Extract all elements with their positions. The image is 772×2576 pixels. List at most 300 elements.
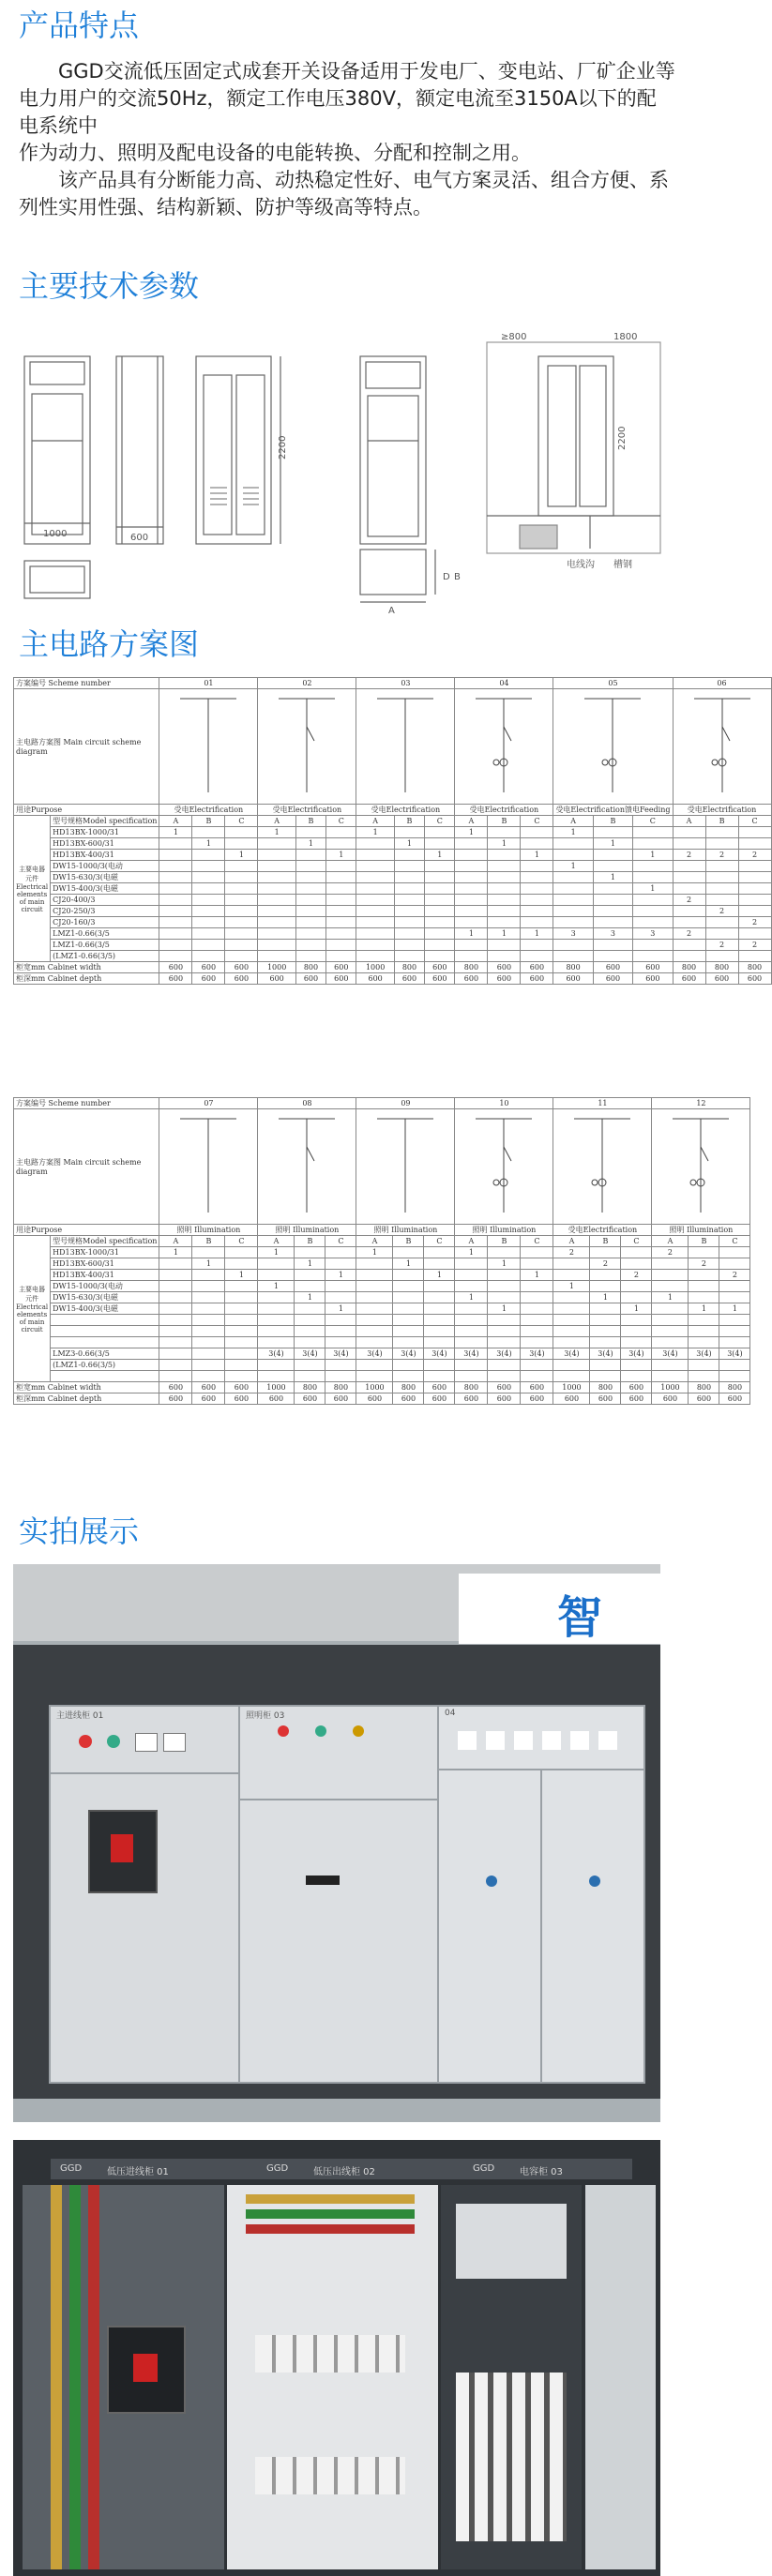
t1-width: 800 bbox=[394, 962, 424, 973]
t2-row bbox=[14, 1337, 750, 1348]
t2-abc: A bbox=[455, 1236, 488, 1247]
t1-cell bbox=[258, 906, 295, 917]
t2-cell bbox=[295, 1360, 325, 1371]
t2-cell bbox=[225, 1315, 258, 1326]
t2-depth: 600 bbox=[621, 1393, 652, 1405]
dim-A: A bbox=[388, 606, 395, 616]
features-p2: 作为动力、照明及配电设备的电能转换、分配和控制之用。 bbox=[19, 142, 531, 164]
t2-cell bbox=[258, 1360, 295, 1371]
t1-row-name: LMZ1-0.66(3/5 bbox=[51, 928, 159, 940]
t1-cell: 1 bbox=[633, 883, 673, 895]
t1-cell bbox=[488, 895, 521, 906]
t2-width: 1000 bbox=[356, 1382, 393, 1393]
t2-width: 600 bbox=[621, 1382, 652, 1393]
t1-cell: 2 bbox=[705, 940, 738, 951]
t2-cell bbox=[455, 1337, 488, 1348]
t2-cell bbox=[192, 1315, 225, 1326]
t2-cell: 1 bbox=[295, 1292, 325, 1303]
t1-width: 800 bbox=[455, 962, 488, 973]
scheme-table-2-grid bbox=[13, 1097, 750, 1405]
t2-cell bbox=[590, 1360, 621, 1371]
t1-cell bbox=[425, 951, 455, 962]
t1-row-name: HD13BX-1000/31 bbox=[51, 827, 159, 838]
dim-2200: 2200 bbox=[278, 435, 288, 459]
t1-cell bbox=[593, 917, 632, 928]
t2-cell bbox=[393, 1337, 424, 1348]
t1-cell bbox=[705, 872, 738, 883]
t1-row-name: DW15-1000/3(电动 bbox=[51, 861, 159, 872]
t2-cell bbox=[590, 1281, 621, 1292]
t2-purpose: 照明 Illumination bbox=[455, 1225, 553, 1236]
t2-abc: C bbox=[521, 1236, 553, 1247]
t2-cell bbox=[455, 1371, 488, 1382]
t1-row bbox=[14, 838, 772, 850]
t2-cell bbox=[719, 1247, 750, 1258]
t1-cell bbox=[521, 906, 553, 917]
t1-cell bbox=[593, 895, 632, 906]
t2-cell: 1 bbox=[295, 1258, 325, 1270]
features-title: 产品特点 bbox=[19, 8, 140, 43]
t1-cell bbox=[356, 850, 394, 861]
t1-cell bbox=[425, 838, 455, 850]
t2-cell bbox=[295, 1326, 325, 1337]
t1-cell bbox=[258, 928, 295, 940]
t1-cell: 1 bbox=[488, 838, 521, 850]
t1-diagram bbox=[159, 689, 258, 805]
t2-cell bbox=[192, 1371, 225, 1382]
t1-cell bbox=[455, 883, 488, 895]
cab-label-2: 照明柜 03 bbox=[246, 1711, 285, 1721]
t1-cell bbox=[455, 951, 488, 962]
t1-cell bbox=[258, 861, 295, 872]
t1-cell bbox=[192, 861, 225, 872]
t1-cell bbox=[295, 928, 325, 940]
t1-depth: 600 bbox=[159, 973, 192, 985]
t1-depth: 600 bbox=[553, 973, 593, 985]
p2-label-4: GGD bbox=[473, 2163, 495, 2174]
t2-abc: B bbox=[689, 1236, 719, 1247]
t1-row bbox=[14, 917, 772, 928]
t1-cell: 1 bbox=[488, 928, 521, 940]
t2-cell bbox=[325, 1337, 356, 1348]
t2-cell bbox=[295, 1303, 325, 1315]
t2-width: 800 bbox=[590, 1382, 621, 1393]
indicator-red-1 bbox=[79, 1735, 92, 1748]
t1-cell bbox=[192, 827, 225, 838]
t2-cell bbox=[424, 1337, 455, 1348]
t2-depth: 600 bbox=[258, 1393, 295, 1405]
t2-width: 600 bbox=[225, 1382, 258, 1393]
installation-section bbox=[487, 342, 660, 553]
t2-cell: 1 bbox=[393, 1258, 424, 1270]
t2-diagram bbox=[258, 1109, 356, 1225]
t2-cell bbox=[356, 1292, 393, 1303]
t1-width: 600 bbox=[192, 962, 225, 973]
t2-cell bbox=[393, 1371, 424, 1382]
t2-width: 1000 bbox=[553, 1382, 590, 1393]
t1-cell bbox=[192, 906, 225, 917]
t2-scheme-num: 08 bbox=[258, 1098, 356, 1109]
t2-cell bbox=[521, 1337, 553, 1348]
t2-cell bbox=[521, 1258, 553, 1270]
t2-cell bbox=[295, 1371, 325, 1382]
t1-cell bbox=[705, 861, 738, 872]
t2-cell bbox=[488, 1371, 521, 1382]
t1-cell: 1 bbox=[553, 861, 593, 872]
t1-purpose: 受电Electrification bbox=[159, 805, 258, 816]
t1-cell bbox=[258, 838, 295, 850]
p2-label-5: 电容柜 03 bbox=[520, 2167, 563, 2177]
t1-cell bbox=[593, 951, 632, 962]
t1-cell bbox=[673, 827, 705, 838]
t1-abc: B bbox=[295, 816, 325, 827]
handle-2 bbox=[306, 1876, 340, 1885]
t2-cell: 1 bbox=[325, 1270, 356, 1281]
t2-cell: 1 bbox=[225, 1270, 258, 1281]
t1-cell bbox=[673, 883, 705, 895]
t1-cell bbox=[225, 906, 258, 917]
t2-abc: A bbox=[258, 1236, 295, 1247]
t1-cell bbox=[425, 917, 455, 928]
t2-cell bbox=[553, 1326, 590, 1337]
t2-cell bbox=[192, 1270, 225, 1281]
t1-row bbox=[14, 872, 772, 883]
t2-cell bbox=[159, 1315, 192, 1326]
meters-row-3 bbox=[458, 1731, 617, 1750]
t1-depth: 600 bbox=[326, 973, 356, 985]
t1-cell bbox=[326, 895, 356, 906]
t2-row-name: HD13BX-400/31 bbox=[51, 1270, 159, 1281]
t2-cell bbox=[258, 1337, 295, 1348]
t1-width: 600 bbox=[593, 962, 632, 973]
t2-cell bbox=[455, 1258, 488, 1270]
t2-depth: 600 bbox=[225, 1393, 258, 1405]
t2-cell bbox=[258, 1303, 295, 1315]
t2-cell bbox=[325, 1258, 356, 1270]
t1-cell bbox=[356, 872, 394, 883]
t2-cell bbox=[225, 1348, 258, 1360]
t2-cell bbox=[455, 1315, 488, 1326]
t2-cell bbox=[455, 1303, 488, 1315]
t1-cell: 1 bbox=[425, 850, 455, 861]
t1-width: 1000 bbox=[258, 962, 295, 973]
t2-cell bbox=[424, 1247, 455, 1258]
t1-width: 1000 bbox=[356, 962, 394, 973]
t2-cell bbox=[621, 1247, 652, 1258]
t1-cell bbox=[295, 906, 325, 917]
t1-cell bbox=[394, 906, 424, 917]
t2-cell bbox=[424, 1303, 455, 1315]
t2-cell bbox=[393, 1360, 424, 1371]
t2-cell bbox=[424, 1371, 455, 1382]
t2-cell bbox=[689, 1337, 719, 1348]
t2-cell: 1 bbox=[590, 1292, 621, 1303]
t2-width: 800 bbox=[689, 1382, 719, 1393]
t2-cell bbox=[719, 1281, 750, 1292]
t2-abc: B bbox=[192, 1236, 225, 1247]
t1-cell bbox=[455, 872, 488, 883]
t1-cell bbox=[394, 951, 424, 962]
technical-drawing bbox=[13, 328, 670, 619]
t1-cell bbox=[593, 883, 632, 895]
t1-cell bbox=[593, 940, 632, 951]
t1-scheme-num: 02 bbox=[258, 678, 356, 689]
t2-cell: 1 bbox=[521, 1270, 553, 1281]
t1-depth: 600 bbox=[394, 973, 424, 985]
t1-depth: 600 bbox=[705, 973, 738, 985]
t1-cell bbox=[356, 917, 394, 928]
switch-row-2b bbox=[255, 2457, 405, 2494]
t1-diagram bbox=[258, 689, 356, 805]
t2-depth: 600 bbox=[159, 1393, 192, 1405]
t1-cell bbox=[488, 883, 521, 895]
t1-cell bbox=[633, 940, 673, 951]
t1-abc: A bbox=[159, 816, 192, 827]
t2-cell bbox=[521, 1247, 553, 1258]
t1-cell bbox=[326, 872, 356, 883]
cabinet-front-4 bbox=[360, 356, 426, 544]
t2-cell: 2 bbox=[689, 1258, 719, 1270]
t2-cell: 3(4) bbox=[689, 1348, 719, 1360]
t2-cell bbox=[521, 1281, 553, 1292]
t1-cell bbox=[425, 872, 455, 883]
t1-cell bbox=[225, 872, 258, 883]
t2-cell bbox=[393, 1270, 424, 1281]
t1-cell: 1 bbox=[192, 838, 225, 850]
t2-row-name bbox=[51, 1315, 159, 1326]
label-steel: 槽钢 bbox=[613, 560, 632, 570]
t2-model-label: 型号规格Model specification bbox=[51, 1236, 159, 1247]
t1-cell bbox=[521, 895, 553, 906]
t2-depth: 600 bbox=[652, 1393, 689, 1405]
t2-cell bbox=[159, 1281, 192, 1292]
t1-cell bbox=[425, 940, 455, 951]
t2-cell bbox=[424, 1258, 455, 1270]
t1-depth: 600 bbox=[225, 973, 258, 985]
label-cable: 电线沟 bbox=[567, 560, 595, 570]
t2-purpose: 照明 Illumination bbox=[258, 1225, 356, 1236]
t1-cell bbox=[521, 861, 553, 872]
t2-cell: 3(4) bbox=[455, 1348, 488, 1360]
t1-cell bbox=[159, 883, 192, 895]
t1-cell bbox=[673, 872, 705, 883]
t2-cell: 3(4) bbox=[553, 1348, 590, 1360]
t2-cell bbox=[719, 1371, 750, 1382]
t1-cell bbox=[394, 917, 424, 928]
t2-cell bbox=[192, 1281, 225, 1292]
t1-cell bbox=[295, 917, 325, 928]
t1-cell bbox=[295, 895, 325, 906]
t1-cell bbox=[159, 928, 192, 940]
t2-cell bbox=[325, 1371, 356, 1382]
t2-cell: 1 bbox=[258, 1281, 295, 1292]
dim-800: ≥800 bbox=[501, 332, 527, 342]
t2-cell bbox=[424, 1292, 455, 1303]
t1-cell bbox=[673, 951, 705, 962]
t2-cell bbox=[192, 1292, 225, 1303]
t2-cell bbox=[159, 1348, 192, 1360]
t1-cell bbox=[225, 861, 258, 872]
t1-width: 600 bbox=[521, 962, 553, 973]
t1-cell: 1 bbox=[593, 838, 632, 850]
t1-cell bbox=[633, 827, 673, 838]
t2-cell: 1 bbox=[488, 1303, 521, 1315]
t2-cell bbox=[225, 1337, 258, 1348]
breaker-1 bbox=[88, 1810, 158, 1893]
t1-cell bbox=[159, 838, 192, 850]
t1-cell bbox=[394, 883, 424, 895]
t1-scheme-num: 01 bbox=[159, 678, 258, 689]
photo1-cabinet-1 bbox=[49, 1705, 240, 2084]
scheme-table-1-grid bbox=[13, 677, 772, 985]
t2-width: 600 bbox=[521, 1382, 553, 1393]
t2-width: 1000 bbox=[258, 1382, 295, 1393]
t1-cell: 3 bbox=[633, 928, 673, 940]
cabinet-side-2 bbox=[116, 356, 163, 544]
t2-abc: C bbox=[325, 1236, 356, 1247]
t2-cell bbox=[356, 1360, 393, 1371]
t1-row bbox=[14, 827, 772, 838]
t1-row bbox=[14, 951, 772, 962]
breaker-open-1 bbox=[107, 2326, 186, 2414]
t2-cell bbox=[521, 1326, 553, 1337]
cab-label-3: 04 bbox=[445, 1709, 456, 1718]
t1-purpose-label: 用途Purpose bbox=[14, 805, 159, 816]
t1-purpose: 受电Electrification bbox=[673, 805, 771, 816]
t1-cell bbox=[488, 827, 521, 838]
t1-abc: A bbox=[553, 816, 593, 827]
t1-diagram bbox=[356, 689, 455, 805]
t1-cell bbox=[225, 827, 258, 838]
t1-cell bbox=[192, 872, 225, 883]
t2-width: 600 bbox=[159, 1382, 192, 1393]
t2-cell bbox=[424, 1315, 455, 1326]
t1-cell: 2 bbox=[673, 928, 705, 940]
photo-cabinets-open bbox=[13, 2140, 660, 2576]
t1-cell bbox=[326, 906, 356, 917]
t2-width: 800 bbox=[719, 1382, 750, 1393]
t1-diagram-label: 主电路方案图 Main circuit scheme diagram bbox=[14, 689, 159, 805]
t2-cell bbox=[689, 1371, 719, 1382]
t1-cell bbox=[295, 850, 325, 861]
t1-purpose: 受电Electrification bbox=[455, 805, 553, 816]
t1-cell bbox=[488, 917, 521, 928]
t1-cell bbox=[705, 895, 738, 906]
t2-cell: 2 bbox=[621, 1270, 652, 1281]
t1-abc: B bbox=[705, 816, 738, 827]
t2-cell bbox=[652, 1315, 689, 1326]
t2-cell bbox=[590, 1371, 621, 1382]
t2-cell: 3(4) bbox=[325, 1348, 356, 1360]
t1-cell bbox=[633, 895, 673, 906]
t1-model-label: 型号规格Model specification bbox=[51, 816, 159, 827]
t1-row-name: (LMZ1-0.66(3/5) bbox=[51, 951, 159, 962]
t2-cell bbox=[295, 1281, 325, 1292]
t1-cell bbox=[553, 940, 593, 951]
t1-cell: 1 bbox=[521, 850, 553, 861]
t1-width: 600 bbox=[225, 962, 258, 973]
t2-cell bbox=[719, 1315, 750, 1326]
t2-row bbox=[14, 1348, 750, 1360]
t1-abc: C bbox=[225, 816, 258, 827]
t1-cell bbox=[159, 951, 192, 962]
t1-side-label: 主要电器元件 Electrical elements of main circuit bbox=[14, 816, 51, 962]
dim-2200b: 2200 bbox=[617, 426, 628, 450]
dim-1800: 1800 bbox=[613, 332, 638, 342]
switch-row-2a bbox=[255, 2335, 405, 2373]
t1-cell: 1 bbox=[326, 850, 356, 861]
t2-cell bbox=[393, 1315, 424, 1326]
t2-cell bbox=[325, 1247, 356, 1258]
t2-cell bbox=[424, 1360, 455, 1371]
t2-cell bbox=[258, 1315, 295, 1326]
t2-cell: 1 bbox=[159, 1247, 192, 1258]
t2-cell bbox=[356, 1258, 393, 1270]
t1-cell bbox=[521, 951, 553, 962]
t2-row-name: (LMZ1-0.66(3/5) bbox=[51, 1360, 159, 1371]
t1-cell: 1 bbox=[225, 850, 258, 861]
t1-cell bbox=[225, 917, 258, 928]
indicator-green-1 bbox=[107, 1735, 120, 1748]
t1-width: 800 bbox=[738, 962, 771, 973]
t2-depth: 600 bbox=[488, 1393, 521, 1405]
t2-depth: 600 bbox=[192, 1393, 225, 1405]
t2-cell bbox=[488, 1281, 521, 1292]
t2-diagram bbox=[455, 1109, 553, 1225]
t1-cell bbox=[159, 861, 192, 872]
t1-cell bbox=[394, 895, 424, 906]
t1-cell bbox=[356, 895, 394, 906]
t1-cell bbox=[553, 917, 593, 928]
t1-row-name: CJ20-400/3 bbox=[51, 895, 159, 906]
t1-abc: B bbox=[488, 816, 521, 827]
t1-cell bbox=[521, 838, 553, 850]
t2-cell: 3(4) bbox=[424, 1348, 455, 1360]
t1-cell: 1 bbox=[394, 838, 424, 850]
t1-cell bbox=[192, 928, 225, 940]
t2-cell bbox=[553, 1270, 590, 1281]
t2-cell bbox=[295, 1337, 325, 1348]
t2-cell bbox=[621, 1258, 652, 1270]
t1-cell bbox=[738, 928, 771, 940]
t1-cell bbox=[326, 883, 356, 895]
t1-cell bbox=[159, 872, 192, 883]
t2-cell bbox=[393, 1303, 424, 1315]
t2-cell bbox=[424, 1281, 455, 1292]
t2-cell bbox=[689, 1270, 719, 1281]
t2-row bbox=[14, 1292, 750, 1303]
t2-cell bbox=[356, 1315, 393, 1326]
t2-row-name bbox=[51, 1337, 159, 1348]
t2-cell bbox=[621, 1326, 652, 1337]
t1-cell bbox=[225, 883, 258, 895]
t2-cell bbox=[553, 1292, 590, 1303]
t2-abc: B bbox=[488, 1236, 521, 1247]
t2-cell bbox=[295, 1270, 325, 1281]
t1-depth: 600 bbox=[521, 973, 553, 985]
t1-cell bbox=[455, 895, 488, 906]
t2-cell bbox=[553, 1303, 590, 1315]
t1-cell: 1 bbox=[455, 827, 488, 838]
t2-cell bbox=[719, 1258, 750, 1270]
t2-row bbox=[14, 1281, 750, 1292]
t2-abc: A bbox=[553, 1236, 590, 1247]
t2-depth: 600 bbox=[689, 1393, 719, 1405]
t2-cell bbox=[295, 1315, 325, 1326]
t1-cell bbox=[633, 872, 673, 883]
t1-row bbox=[14, 895, 772, 906]
t2-cell: 3(4) bbox=[258, 1348, 295, 1360]
